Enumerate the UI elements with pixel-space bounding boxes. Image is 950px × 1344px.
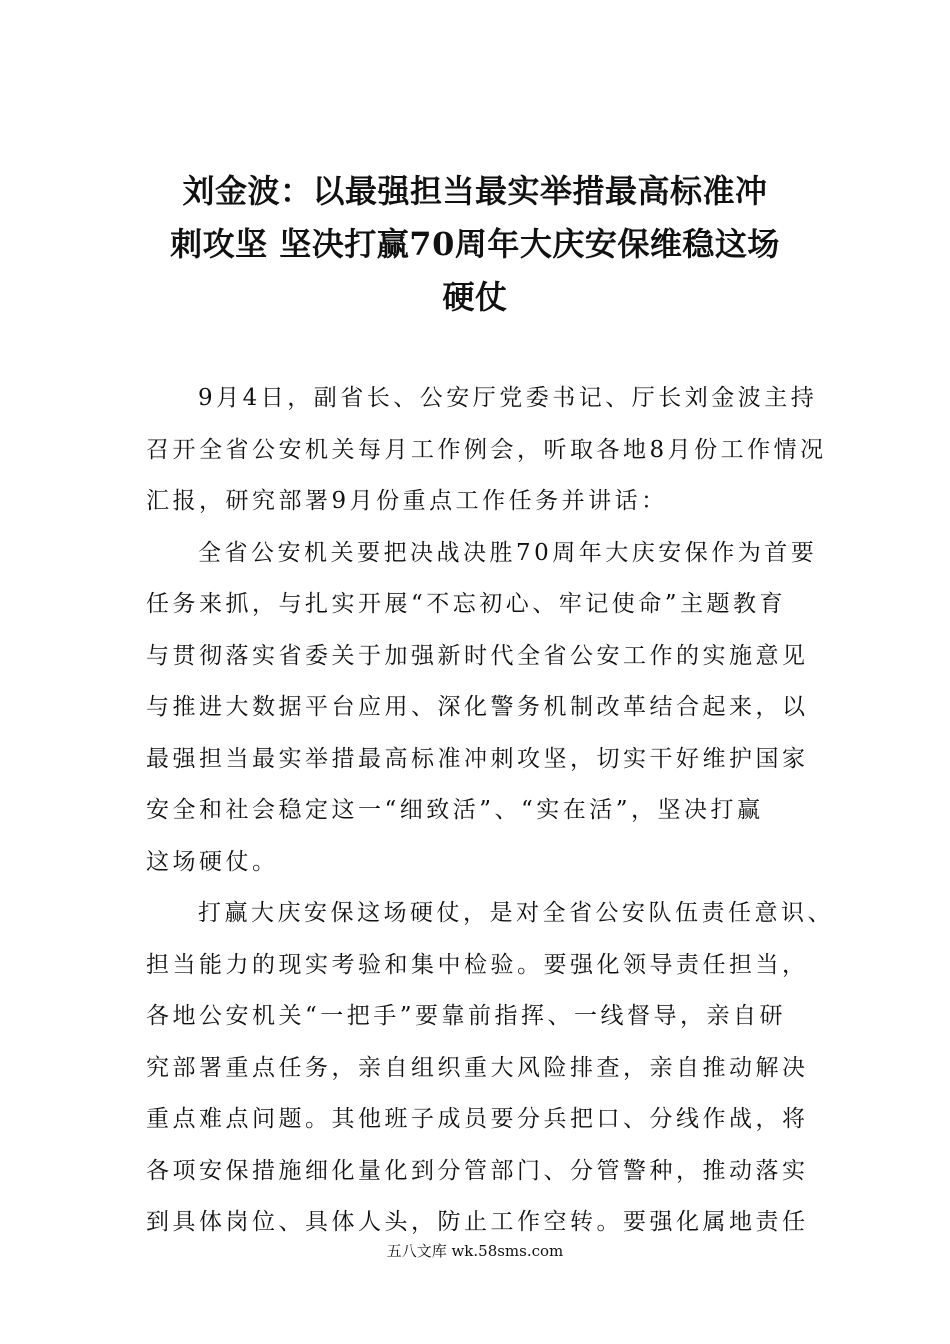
paragraph-3-line: 究部署重点任务，亲自组织重大风险排查，亲自推动解决 — [146, 1054, 809, 1081]
paragraph-2-line: 与推进大数据平台应用、深化警务机制改革结合起来，以 — [146, 694, 809, 720]
paragraph-2-line: 与贯彻落实省委关于加强新时代全省公安工作的实施意见 — [146, 642, 809, 669]
paragraph-2-line: 任务来抓，与扎实开展“不忘初心、牢记使命”主题教育 — [146, 591, 787, 617]
paragraph-2-line: 这场硬仗。 — [146, 848, 279, 875]
paragraph-2-line: 安全和社会稳定这一“细致活”、“实在活”，坚决打赢 — [146, 797, 764, 823]
document-title — [120, 165, 830, 324]
paragraph-3-line: 重点难点问题。其他班子成员要分兵把口、分线作战，将 — [146, 1106, 809, 1132]
paragraph-1-line: 召开全省公安机关每月工作例会，听取各地8月份工作情况 — [146, 436, 827, 463]
paragraph-2-line: 最强担当最实举措最高标准冲刺攻坚，切实干好维护国家 — [146, 745, 809, 772]
paragraph-3-line: 打赢大庆安保这场硬仗，是对全省公安队伍责任意识、 — [198, 900, 834, 926]
title-line-3: 硬仗 — [442, 278, 508, 316]
document-body — [146, 373, 834, 1249]
paragraph-3-line: 担当能力的现实考验和集中检验。要强化领导责任担当， — [146, 951, 809, 978]
paragraph-3-line: 各地公安机关“一把手”要靠前指挥、一线督导，亲自研 — [146, 1003, 787, 1029]
title-line-2: 刺攻坚 坚决打赢70周年大庆安保维稳这场 — [170, 225, 780, 263]
title-line-1: 刘金波：以最强担当最实举措最高标准冲 — [182, 172, 768, 210]
paragraph-1-line: 汇报，研究部署9月份重点工作任务并讲话： — [146, 488, 668, 514]
page-footer: 五八文库 wk.58sms.com — [386, 1242, 564, 1260]
paragraph-1-line: 9月4日，副省长、公安厅党委书记、厅长刘金波主持 — [198, 385, 818, 411]
paragraph-3-line: 到具体岗位、具体人头，防止工作空转。要强化属地责任 — [146, 1209, 809, 1235]
paragraph-3-line: 各项安保措施细化量化到分管部门、分管警种，推动落实 — [146, 1157, 809, 1184]
paragraph-2-line: 全省公安机关要把决战决胜70周年大庆安保作为首要 — [198, 539, 818, 566]
